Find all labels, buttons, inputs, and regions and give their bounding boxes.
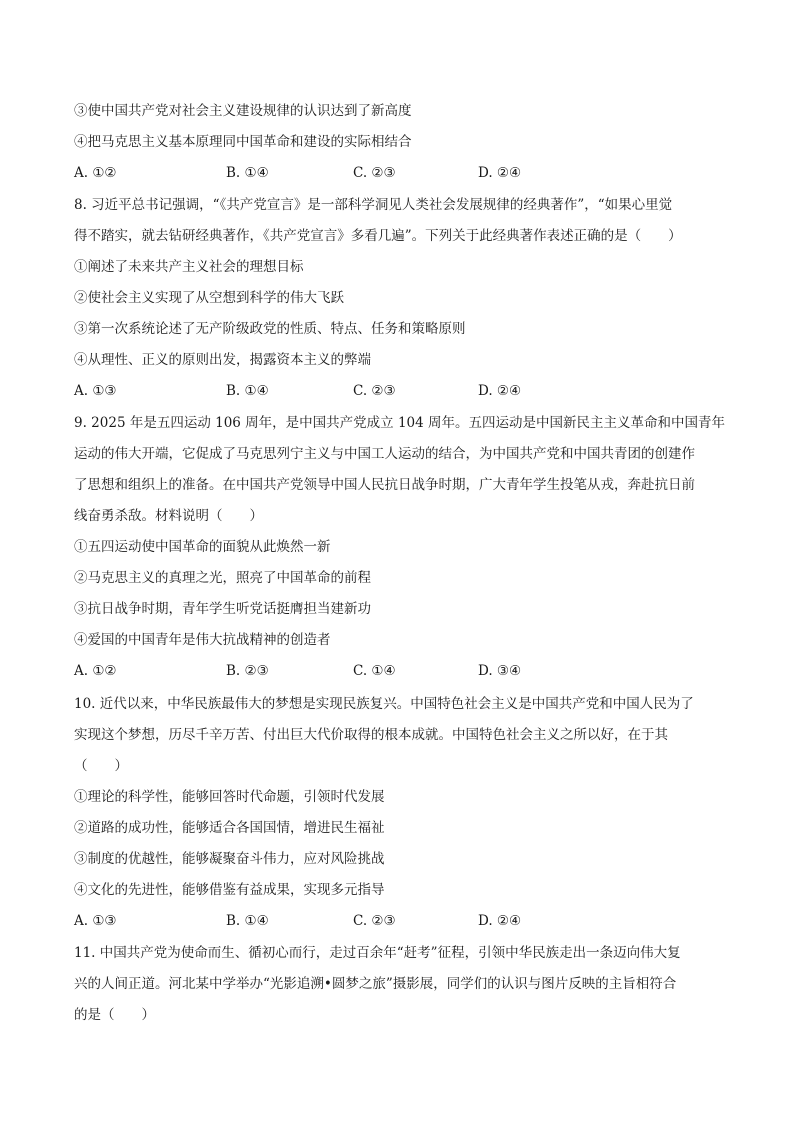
q9-option-c[interactable]: C. ①④ xyxy=(353,663,396,679)
q9-item-2: ②马克思主义的真理之光，照亮了中国革命的前程 xyxy=(74,570,371,586)
q10-option-d[interactable]: D. ②④ xyxy=(478,913,522,929)
q10-stem-line-3: （ ） xyxy=(74,758,128,774)
q8-item-1: ①阐述了未来共产主义社会的理想目标 xyxy=(74,259,304,275)
q11-stem-line-1: 11. 中国共产党为使命而生、循初心而行，走过百余年“赶考”征程，引领中华民族走出一条迈向伟大复 xyxy=(74,945,681,961)
q9-option-d[interactable]: D. ③④ xyxy=(478,663,522,679)
q7-option-d[interactable]: D. ②④ xyxy=(478,165,522,181)
q9-stem-line-4: 线奋勇杀敌。材料说明（ ） xyxy=(74,508,263,524)
q10-options xyxy=(74,911,634,931)
q9-item-3: ③抗日战争时期，青年学生听党话挺膺担当建新功 xyxy=(74,601,371,617)
q7-option-a[interactable]: A. ①② xyxy=(74,165,117,181)
q10-option-a[interactable]: A. ①③ xyxy=(74,913,117,929)
q8-stem-line-2: 得不踏实，就去钻研经典著作，《共产党宣言》多看几遍”。下列关于此经典著作表述正确的是（ ） xyxy=(74,228,682,244)
q8-stem-line-1: 8. 习近平总书记强调，“《共产党宣言》是一部科学洞见人类社会发展规律的经典著作”，“如果心里觉 xyxy=(74,197,673,213)
q10-item-4: ④文化的先进性，能够借鉴有益成果，实现多元指导 xyxy=(74,882,385,898)
q10-stem-line-1: 10. 近代以来，中华民族最伟大的梦想是实现民族复兴。中国特色社会主义是中国共产党和中国人民为了 xyxy=(74,696,694,712)
q7-item-4: ④把马克思主义基本原理同中国革命和建设的实际相结合 xyxy=(74,134,412,150)
q9-option-b[interactable]: B. ②③ xyxy=(226,663,269,679)
q10-option-c[interactable]: C. ②③ xyxy=(353,913,396,929)
q10-item-1: ①理论的科学性，能够回答时代命题，引领时代发展 xyxy=(74,789,385,805)
q7-item-3: ③使中国共产党对社会主义建设规律的认识达到了新高度 xyxy=(74,103,412,119)
q9-option-a[interactable]: A. ①② xyxy=(74,663,117,679)
q9-stem-line-1: 9. 2025 年是五四运动 106 周年，是中国共产党成立 104 周年。五四运动是中国新民主主义革命和中国青年 xyxy=(74,415,726,431)
q8-item-3: ③第一次系统论述了无产阶级政党的性质、特点、任务和策略原则 xyxy=(74,321,466,337)
q9-stem-line-2: 运动的伟大开端，它促成了马克思列宁主义与中国工人运动的结合，为中国共产党和中国共青团的创建作 xyxy=(74,446,695,462)
q8-option-a[interactable]: A. ①③ xyxy=(74,383,117,399)
q8-option-d[interactable]: D. ②④ xyxy=(478,383,522,399)
q10-stem-line-2: 实现这个梦想，历尽千辛万苦、付出巨大代价取得的根本成就。中国特色社会主义之所以好，在于其 xyxy=(74,727,668,743)
q11-stem-line-2: 兴的人间正道。河北某中学举办“光影追溯•圆梦之旅”摄影展，同学们的认识与图片反映的主旨相符合 xyxy=(74,976,677,992)
q11-stem-line-3: 的是（ ） xyxy=(74,1007,155,1023)
q8-item-4: ④从理性、正义的原则出发，揭露资本主义的弊端 xyxy=(74,352,371,368)
q8-option-b[interactable]: B. ①④ xyxy=(226,383,269,399)
q7-option-c[interactable]: C. ②③ xyxy=(353,165,396,181)
q10-option-b[interactable]: B. ①④ xyxy=(226,913,269,929)
q8-option-c[interactable]: C. ②③ xyxy=(353,383,396,399)
q10-item-2: ②道路的成功性，能够适合各国国情，增进民生福祉 xyxy=(74,820,385,836)
q9-stem-line-3: 了思想和组织上的准备。在中国共产党领导中国人民抗日战争时期，广大青年学生投笔从戎，奔赴抗日前 xyxy=(74,477,695,493)
q7-option-b[interactable]: B. ①④ xyxy=(226,165,269,181)
q7-options xyxy=(74,163,634,183)
q9-item-4: ④爱国的中国青年是伟大抗战精神的创造者 xyxy=(74,632,331,648)
q8-options xyxy=(74,381,634,401)
q9-item-1: ①五四运动使中国革命的面貌从此焕然一新 xyxy=(74,539,331,555)
q9-options xyxy=(74,661,634,681)
q8-item-2: ②使社会主义实现了从空想到科学的伟大飞跃 xyxy=(74,290,344,306)
q10-item-3: ③制度的优越性，能够凝聚奋斗伟力，应对风险挑战 xyxy=(74,851,385,867)
